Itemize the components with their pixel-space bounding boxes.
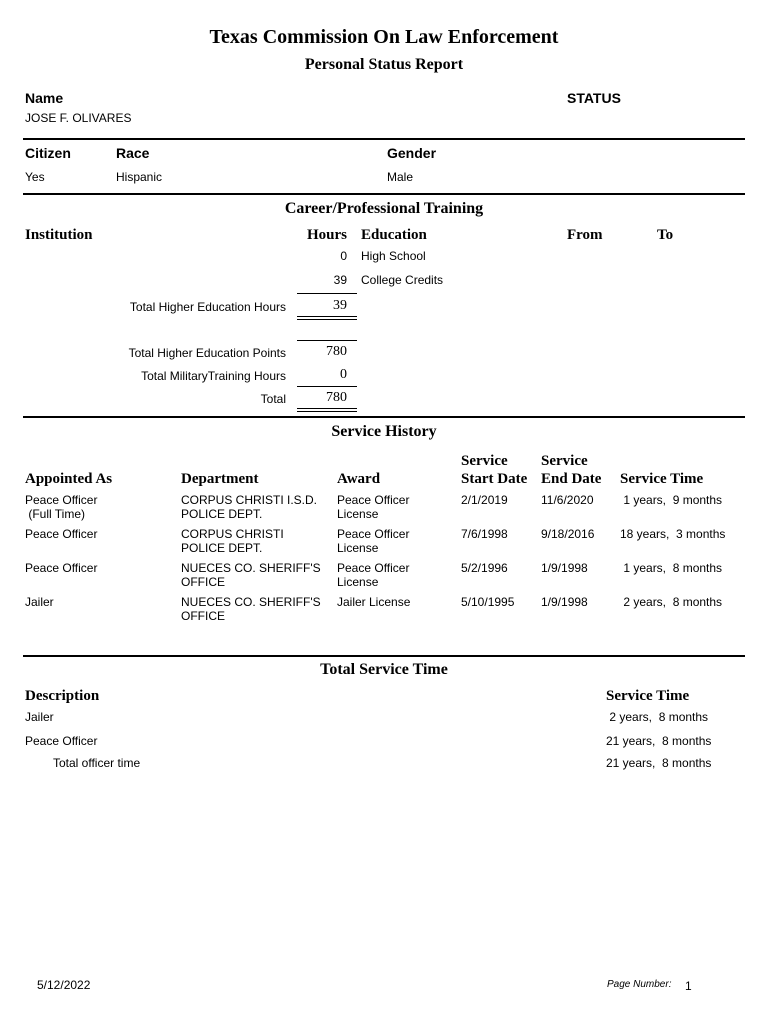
race-label: Race (116, 145, 150, 161)
description-column-header: Description (25, 688, 100, 704)
service-row-appointed-as: Jailer (25, 595, 54, 609)
service-row-department: NUECES CO. SHERIFF'S OFFICE (181, 595, 321, 623)
double-underline (297, 411, 357, 412)
service-time-column-header: Service Time (606, 688, 690, 704)
from-column-header: From (567, 227, 603, 243)
double-underline (297, 408, 357, 409)
total-service-row-time: 21 years, 8 months (606, 734, 712, 748)
training-row-hours: 39 (333, 273, 347, 287)
page-number-label: Page Number: (607, 979, 672, 990)
divider (23, 193, 745, 195)
service-row-time: 18 years, 3 months (620, 527, 726, 541)
end-date-column-header-top: Service (541, 453, 588, 469)
total-service-section-title: Total Service Time (320, 661, 448, 678)
report-subtitle: Personal Status Report (304, 56, 464, 73)
citizen-label: Citizen (25, 145, 71, 161)
service-row-start-date: 5/10/1995 (461, 595, 515, 609)
appointed-as-column-header: Appointed As (25, 471, 113, 487)
service-row-start-date: 5/2/1996 (461, 561, 508, 575)
total-higher-ed-hours-value: 39 (333, 298, 347, 313)
to-column-header: To (657, 227, 674, 243)
total-service-row-time: 2 years, 8 months (606, 710, 709, 724)
service-row-department: CORPUS CHRISTI I.S.D. POLICE DEPT. (181, 493, 318, 521)
total-military-hours-value: 0 (340, 367, 347, 382)
total-higher-ed-points-label: Total Higher Education Points (128, 346, 286, 360)
divider (23, 138, 745, 140)
citizen-value: Yes (25, 170, 45, 184)
service-row-end-date: 1/9/1998 (541, 595, 588, 609)
service-row-end-date: 9/18/2016 (541, 527, 595, 541)
service-row-award: Peace Officer License (337, 527, 410, 555)
total-service-row-description: Total officer time (53, 756, 141, 770)
divider (23, 416, 745, 418)
gender-label: Gender (387, 145, 437, 161)
total-higher-ed-points-value: 780 (326, 344, 347, 359)
service-row-end-date: 1/9/1998 (541, 561, 588, 575)
department-column-header: Department (181, 471, 259, 487)
service-row-department: CORPUS CHRISTI POLICE DEPT. (181, 527, 284, 555)
report-agency-title: Texas Commission On Law Enforcement (209, 26, 559, 48)
start-date-column-header-top: Service (461, 453, 508, 469)
page-number: 1 (685, 979, 692, 993)
service-history-section-title: Service History (331, 423, 437, 440)
training-row-hours: 0 (340, 249, 347, 263)
institution-column-header: Institution (25, 227, 93, 243)
name-label: Name (25, 90, 64, 106)
service-row-appointed-note: (Full Time) (25, 507, 85, 521)
report-date: 5/12/2022 (37, 978, 91, 992)
service-row-appointed-as: Peace Officer (25, 561, 98, 575)
training-row-education: High School (361, 249, 426, 263)
total-service-row-description: Jailer (25, 710, 54, 724)
service-row-department: NUECES CO. SHERIFF'S OFFICE (181, 561, 321, 589)
service-row-start-date: 2/1/2019 (461, 493, 508, 507)
award-column-header: Award (337, 471, 381, 487)
status-label: STATUS (567, 90, 621, 106)
service-row-time: 1 years, 9 months (620, 493, 723, 507)
total-higher-ed-hours-label: Total Higher Education Hours (129, 300, 286, 314)
sum-line (297, 386, 357, 387)
gender-value: Male (387, 170, 414, 184)
double-underline (297, 316, 357, 317)
sum-line (297, 293, 357, 294)
total-value: 780 (326, 390, 347, 405)
service-row-time: 2 years, 8 months (620, 595, 723, 609)
training-section-title: Career/Professional Training (284, 200, 484, 217)
hours-column-header: Hours (307, 227, 348, 243)
total-service-row-time: 21 years, 8 months (606, 756, 712, 770)
race-value: Hispanic (116, 170, 163, 184)
service-row-end-date: 11/6/2020 (541, 493, 594, 507)
sum-line (297, 340, 357, 341)
service-row-award: Peace Officer License (337, 561, 410, 589)
service-row-start-date: 7/6/1998 (461, 527, 508, 541)
service-row-award: Peace Officer License (337, 493, 410, 521)
double-underline (297, 319, 357, 320)
service-row-time: 1 years, 8 months (620, 561, 723, 575)
start-date-column-header: Start Date (461, 471, 528, 487)
service-row-award: Jailer License (337, 595, 411, 609)
total-label: Total (260, 392, 286, 406)
service-row-appointed-as: Peace Officer (25, 527, 98, 541)
education-column-header: Education (361, 227, 427, 243)
service-row-appointed-as: Peace Officer (25, 493, 98, 507)
divider (23, 655, 745, 657)
total-service-row-description: Peace Officer (25, 734, 98, 748)
total-military-hours-label: Total MilitaryTraining Hours (141, 369, 286, 383)
training-row-education: College Credits (361, 273, 444, 287)
end-date-column-header: End Date (541, 471, 602, 487)
person-name: JOSE F. OLIVARES (25, 111, 132, 125)
service-time-column-header: Service Time (620, 471, 704, 487)
